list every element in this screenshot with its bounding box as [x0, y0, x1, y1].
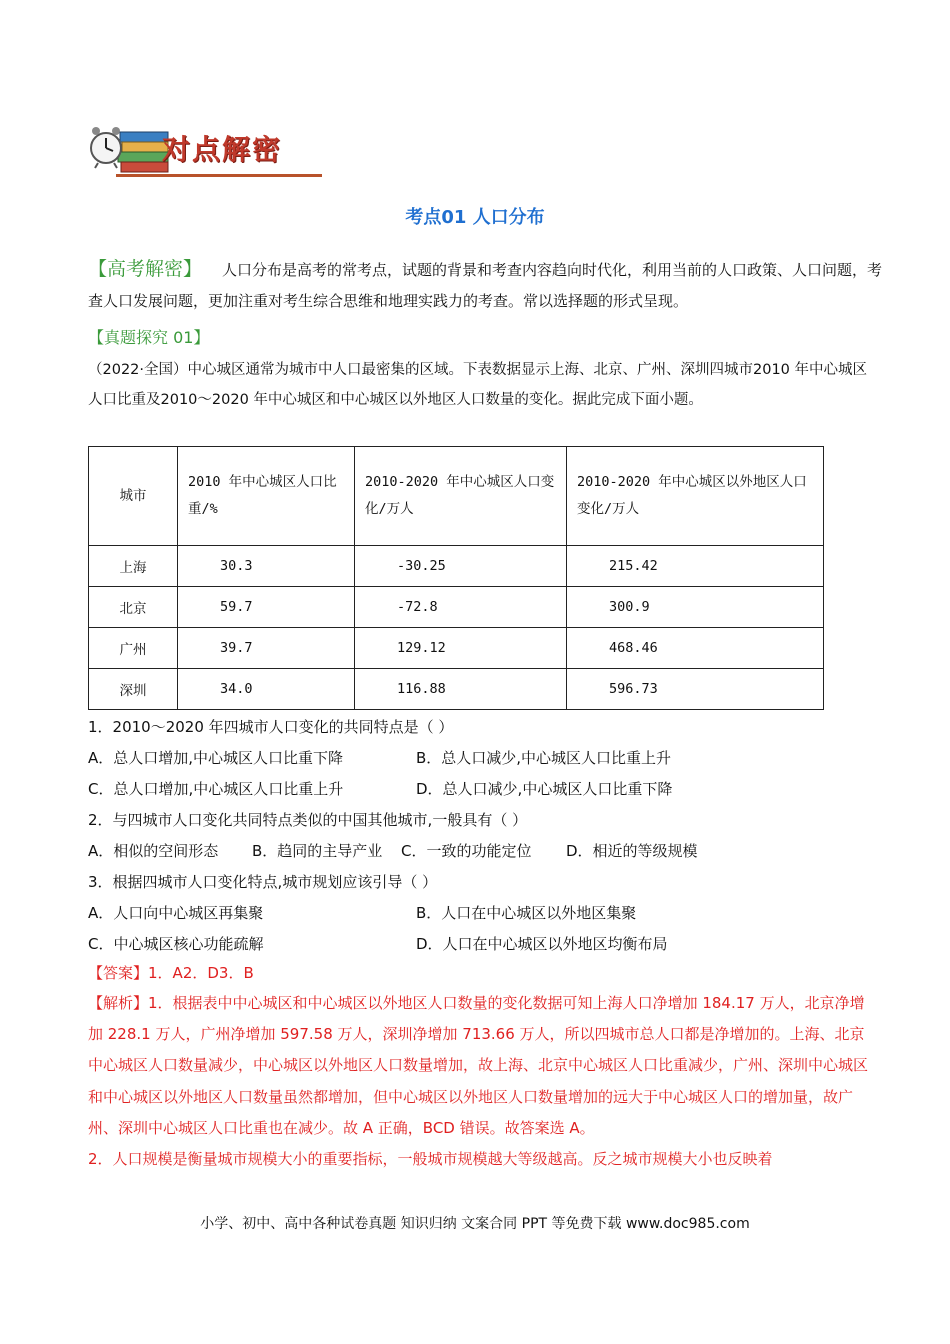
table-header-row: [89, 447, 824, 546]
question-3-option: D．人口在中心城区以外地区均衡布局: [416, 935, 668, 953]
table-cell: 北京: [89, 587, 178, 628]
table-row: [89, 628, 824, 669]
section-title: 考点01 人口分布: [405, 207, 545, 228]
question-2-option: A．相似的空间形态: [88, 842, 219, 860]
table-row: [89, 669, 824, 710]
answer-text: 1．A2．D3．B: [148, 964, 254, 982]
question-stem: （2022·全国）中心城区通常为城市中人口最密集的区域。下表数据显示上海、北京、广州、深圳四城市2010 年中心城区人口比重及2010～2020 年中心城区和中心城区以外地区人口数量的变化。据此完成下面小题。: [88, 362, 868, 408]
banner-underline: [116, 174, 322, 177]
table-cell: 129.12: [355, 628, 567, 669]
analysis-paragraph-1: 1．根据表中中心城区和中心城区以外地区人口数量的变化数据可知上海人口净增加 184.17 万人，北京净增加 228.1 万人，广州净增加 597.58 万人，深圳净增加 713.66 万人，所以四城市总人口都是净增加的。上海、北京中心城区人口数量减少，中心城区以外地区人口数量增加，故上海、北京中心城区人口比重减少，广州、深圳中心城区和中心城区以外地区人口数量虽然都增加，但中心城区以外地区人口数量增加的远大于中心城区人口的增加量，故广州、深圳中心城区人口比重也在减少。故 A 正确，BCD 错误。故答案选 A。: [88, 994, 869, 1137]
table-cell: 34.0: [178, 669, 355, 710]
question-head: 【真题探究 01】: [88, 328, 210, 347]
table-cell: -72.8: [355, 587, 567, 628]
table-cell: 596.73: [567, 669, 824, 710]
table-cell: 39.7: [178, 628, 355, 669]
intro-text: 人口分布是高考的常考点，试题的背景和考查内容趋向时代化，利用当前的人口政策、人口问题，考查人口发展问题，更加注重对考生综合思维和地理实践力的考查。常以选择题的形式呈现。: [88, 261, 883, 310]
banner-title: 对点解密: [162, 133, 283, 166]
table-header-cell: 城市: [89, 447, 178, 546]
table-cell: 上海: [89, 546, 178, 587]
question-3-stem: 3．根据四城市人口变化特点,城市规划应该引导（ ）: [88, 873, 438, 891]
analysis-block: [88, 988, 868, 1175]
table-cell: 215.42: [567, 546, 824, 587]
question-1-option: A．总人口增加,中心城区人口比重下降: [88, 749, 344, 767]
table-cell: 468.46: [567, 628, 824, 669]
analysis-paragraph-2: 2．人口规模是衡量城市规模大小的重要指标，一般城市规模越大等级越高。反之城市规模大小也反映着: [88, 1150, 773, 1169]
analysis-tag: 【解析】: [88, 994, 149, 1012]
table-row: [89, 546, 824, 587]
question-2-option: B．趋同的主导产业: [252, 842, 383, 860]
intro-paragraph: [88, 254, 888, 317]
table-header-cell: 2010-2020 年中心城区以外地区人口变化/万人: [567, 447, 824, 546]
table-cell: 广州: [89, 628, 178, 669]
question-3-option: C．中心城区核心功能疏解: [88, 935, 264, 953]
question-1-option: C．总人口增加,中心城区人口比重上升: [88, 780, 344, 798]
question-3-option: B．人口在中心城区以外地区集聚: [416, 904, 637, 922]
intro-tag: 【高考解密】: [88, 258, 203, 280]
question-1-option: B．总人口减少,中心城区人口比重上升: [416, 749, 672, 767]
data-table: [88, 446, 824, 710]
question-1-stem: 1．2010～2020 年四城市人口变化的共同特点是（ ）: [88, 718, 454, 736]
table-cell: -30.25: [355, 546, 567, 587]
table-cell: 300.9: [567, 587, 824, 628]
table-row: [89, 587, 824, 628]
question-1-option: D．总人口减少,中心城区人口比重下降: [416, 780, 673, 798]
answer-line: [88, 962, 254, 983]
table-cell: 116.88: [355, 669, 567, 710]
answer-tag: 【答案】: [88, 964, 149, 982]
table-cell: 30.3: [178, 546, 355, 587]
footer: 小学、初中、高中各种试卷真题 知识归纳 文案合同 PPT 等免费下载 www.doc985.com: [200, 1216, 750, 1232]
question-3-option: A．人口向中心城区再集聚: [88, 904, 264, 922]
question-2-option: C．一致的功能定位: [401, 842, 532, 860]
table-cell: 59.7: [178, 587, 355, 628]
question-2-option: D．相近的等级规模: [566, 842, 698, 860]
question-2-stem: 2．与四城市人口变化共同特点类似的中国其他城市,一般具有（ ）: [88, 811, 528, 829]
table-cell: 深圳: [89, 669, 178, 710]
table-header-cell: 2010-2020 年中心城区人口变化/万人: [355, 447, 567, 546]
table-header-cell: 2010 年中心城区人口比重/%: [178, 447, 355, 546]
